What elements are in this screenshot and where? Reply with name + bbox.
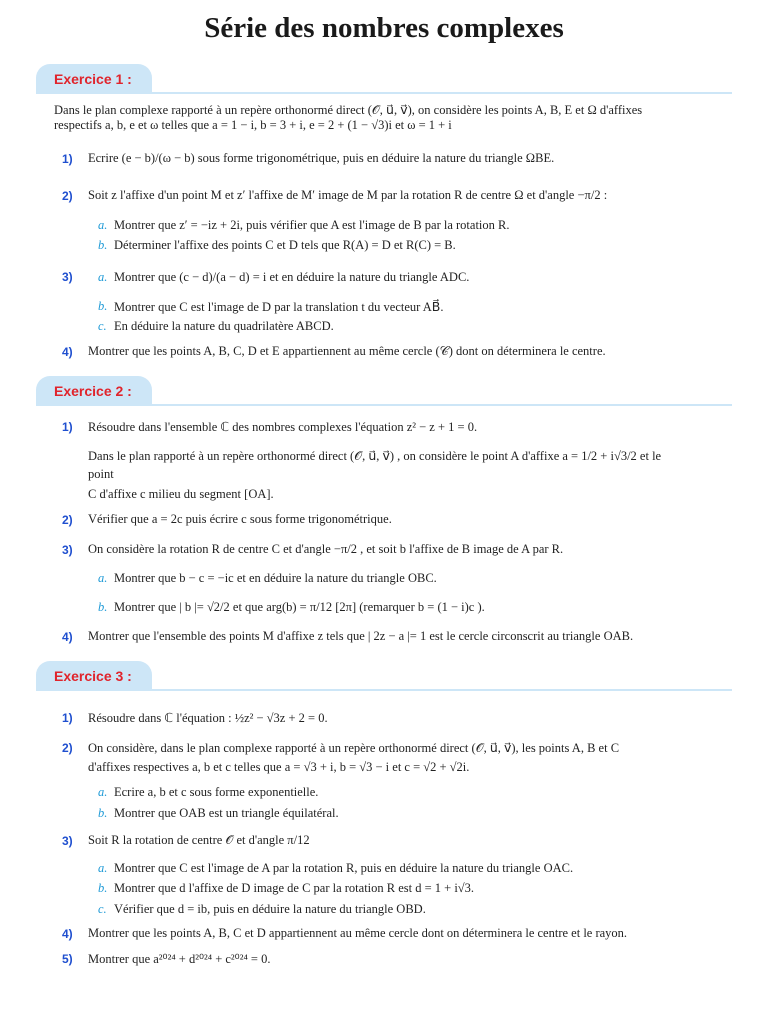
ex3-q3a-letter: a. <box>98 861 108 875</box>
ex1-q3-number: 3) <box>62 270 73 284</box>
ex3-q2a-text: Ecrire a, b et c sous forme exponentielle. <box>114 785 319 799</box>
exercise-3-header <box>36 661 732 695</box>
ex1-q3c-letter: c. <box>98 319 107 333</box>
ex2-q3-number: 3) <box>62 543 73 557</box>
ex1-q2b-letter: b. <box>98 238 108 252</box>
ex2-q4-text: Montrer que l'ensemble des points M d'affixe z tels que | 2z − a |= 1 est le cercle circonscrit au triangle OAB. <box>88 629 634 643</box>
ex1-q3a-text: Montrer que (c − d)/(a − d) = i et en déduire la nature du triangle ADC. <box>114 270 470 284</box>
ex2-q3b-text: Montrer que | b |= √2/2 et que arg(b) = π/12 [2π] (remarquer b = (1 − i)c ). <box>114 600 485 614</box>
ex1-q1-text: Ecrire (e − b)/(ω − b) sous forme trigonométrique, puis en déduire la nature du triangle ΩBE. <box>88 151 555 165</box>
ex3-q3c-letter: c. <box>98 902 107 916</box>
ex2-q2-number: 2) <box>62 513 73 527</box>
ex2-q1-text: Résoudre dans l'ensemble ℂ des nombres complexes l'équation z² − z + 1 = 0. <box>88 420 478 434</box>
page-title: Série des nombres complexes <box>204 12 564 44</box>
ex2-q1-number: 1) <box>62 420 73 434</box>
ex2-q2-text: Vérifier que a = 2c puis écrire c sous forme trigonométrique. <box>88 512 392 526</box>
ex1-q3a-letter: a. <box>98 270 108 284</box>
ex1-q3b-text: Montrer que C est l'image de D par la translation t du vecteur AB⃗. <box>114 300 444 314</box>
exercise-2-header <box>36 376 732 410</box>
exercise-1-label: Exercice 1 : <box>36 64 152 94</box>
ex3-q1-number: 1) <box>62 711 73 725</box>
ex1-intro-line-1: Dans le plan complexe rapporté à un repère orthonormé direct (𝒪, u⃗, v⃗), on considère les points A, B, E et Ω d'affixes <box>54 103 643 117</box>
ex2-q3-text: On considère la rotation R de centre C et d'angle −π/2 , et soit b l'affixe de B image de A par R. <box>88 542 564 556</box>
ex3-q3c-text: Vérifier que d = ib, puis en déduire la nature du triangle OBD. <box>114 902 426 916</box>
exercise-1-rule <box>36 92 732 94</box>
ex3-q3a-text: Montrer que C est l'image de A par la rotation R, puis en déduire la nature du triangle OAC. <box>114 861 574 875</box>
ex3-q2-text: On considère, dans le plan complexe rapporté à un repère orthonormé direct (𝒪, u⃗, v⃗), les points A, B et C <box>88 741 620 755</box>
ex2-q3a-text: Montrer que b − c = −ic et en déduire la nature du triangle OBC. <box>114 571 437 585</box>
exercise-3-rule <box>36 689 732 691</box>
ex1-intro-line-2: respectifs a, b, e et ω telles que a = 1 − i, b = 3 + i, e = 2 + (1 − √3)i et ω = 1 + i <box>54 118 452 132</box>
ex2-q3b-letter: b. <box>98 600 108 614</box>
ex2-context-line-1: Dans le plan rapporté à un repère orthonormé direct (𝒪, u⃗, v⃗) , on considère le point A d'affixe a = 1/2 + i√3/2 et le <box>88 449 662 463</box>
ex1-q2-text: Soit z l'affixe d'un point M et z′ l'affixe de M′ image de M par la rotation R de centre Ω et d'angle −π/2 : <box>88 188 608 202</box>
ex1-q4-text: Montrer que les points A, B, C, D et E appartiennent au même cercle (𝒞) dont on déterminera le centre. <box>88 344 606 358</box>
ex3-q3b-text: Montrer que d l'affixe de D image de C par la rotation R est d = 1 + i√3. <box>114 881 475 895</box>
ex1-q4-number: 4) <box>62 345 73 359</box>
ex3-q3-number: 3) <box>62 834 73 848</box>
exercise-2-label: Exercice 2 : <box>36 376 152 406</box>
ex1-q1-number: 1) <box>62 152 73 166</box>
exercise-2-rule <box>36 404 732 406</box>
ex3-q5-number: 5) <box>62 952 73 966</box>
ex1-q3b-letter: b. <box>98 299 108 313</box>
exercise-1-header <box>36 64 732 98</box>
ex3-q3b-letter: b. <box>98 881 108 895</box>
ex1-q2a-letter: a. <box>98 218 108 232</box>
ex2-q3a-letter: a. <box>98 571 108 585</box>
ex2-context-line-3: C d'affixe c milieu du segment [OA]. <box>88 487 274 501</box>
ex3-q2b-text: Montrer que OAB est un triangle équilatéral. <box>114 806 339 820</box>
ex2-context-line-2: point <box>88 467 114 481</box>
ex3-q2b-letter: b. <box>98 806 108 820</box>
ex3-q2-number: 2) <box>62 741 73 755</box>
ex1-q2b-text: Déterminer l'affixe des points C et D tels que R(A) = D et R(C) = B. <box>114 238 456 252</box>
ex1-q2-number: 2) <box>62 189 73 203</box>
exercise-3-label: Exercice 3 : <box>36 661 152 691</box>
ex3-q3-text: Soit R la rotation de centre 𝒪 et d'angle π/12 <box>88 833 310 847</box>
ex3-q1-text: Résoudre dans ℂ l'équation : ½z² − √3z + 2 = 0. <box>88 711 328 725</box>
ex3-q4-number: 4) <box>62 927 73 941</box>
ex3-q4-text: Montrer que les points A, B, C et D appartiennent au même cercle dont on déterminera le centre et le rayon. <box>88 926 628 940</box>
ex2-q4-number: 4) <box>62 630 73 644</box>
ex3-q5-text: Montrer que a²⁰²⁴ + d²⁰²⁴ + c²⁰²⁴ = 0. <box>88 952 271 966</box>
ex3-q2a-letter: a. <box>98 785 108 799</box>
ex1-q3c-text: En déduire la nature du quadrilatère ABCD. <box>114 319 334 333</box>
ex3-q2-text-line-2: d'affixes respectives a, b et c telles que a = √3 + i, b = √3 − i et c = √2 + √2i. <box>88 760 470 774</box>
ex1-q2a-text: Montrer que z′ = −iz + 2i, puis vérifier que A est l'image de B par la rotation R. <box>114 218 510 232</box>
